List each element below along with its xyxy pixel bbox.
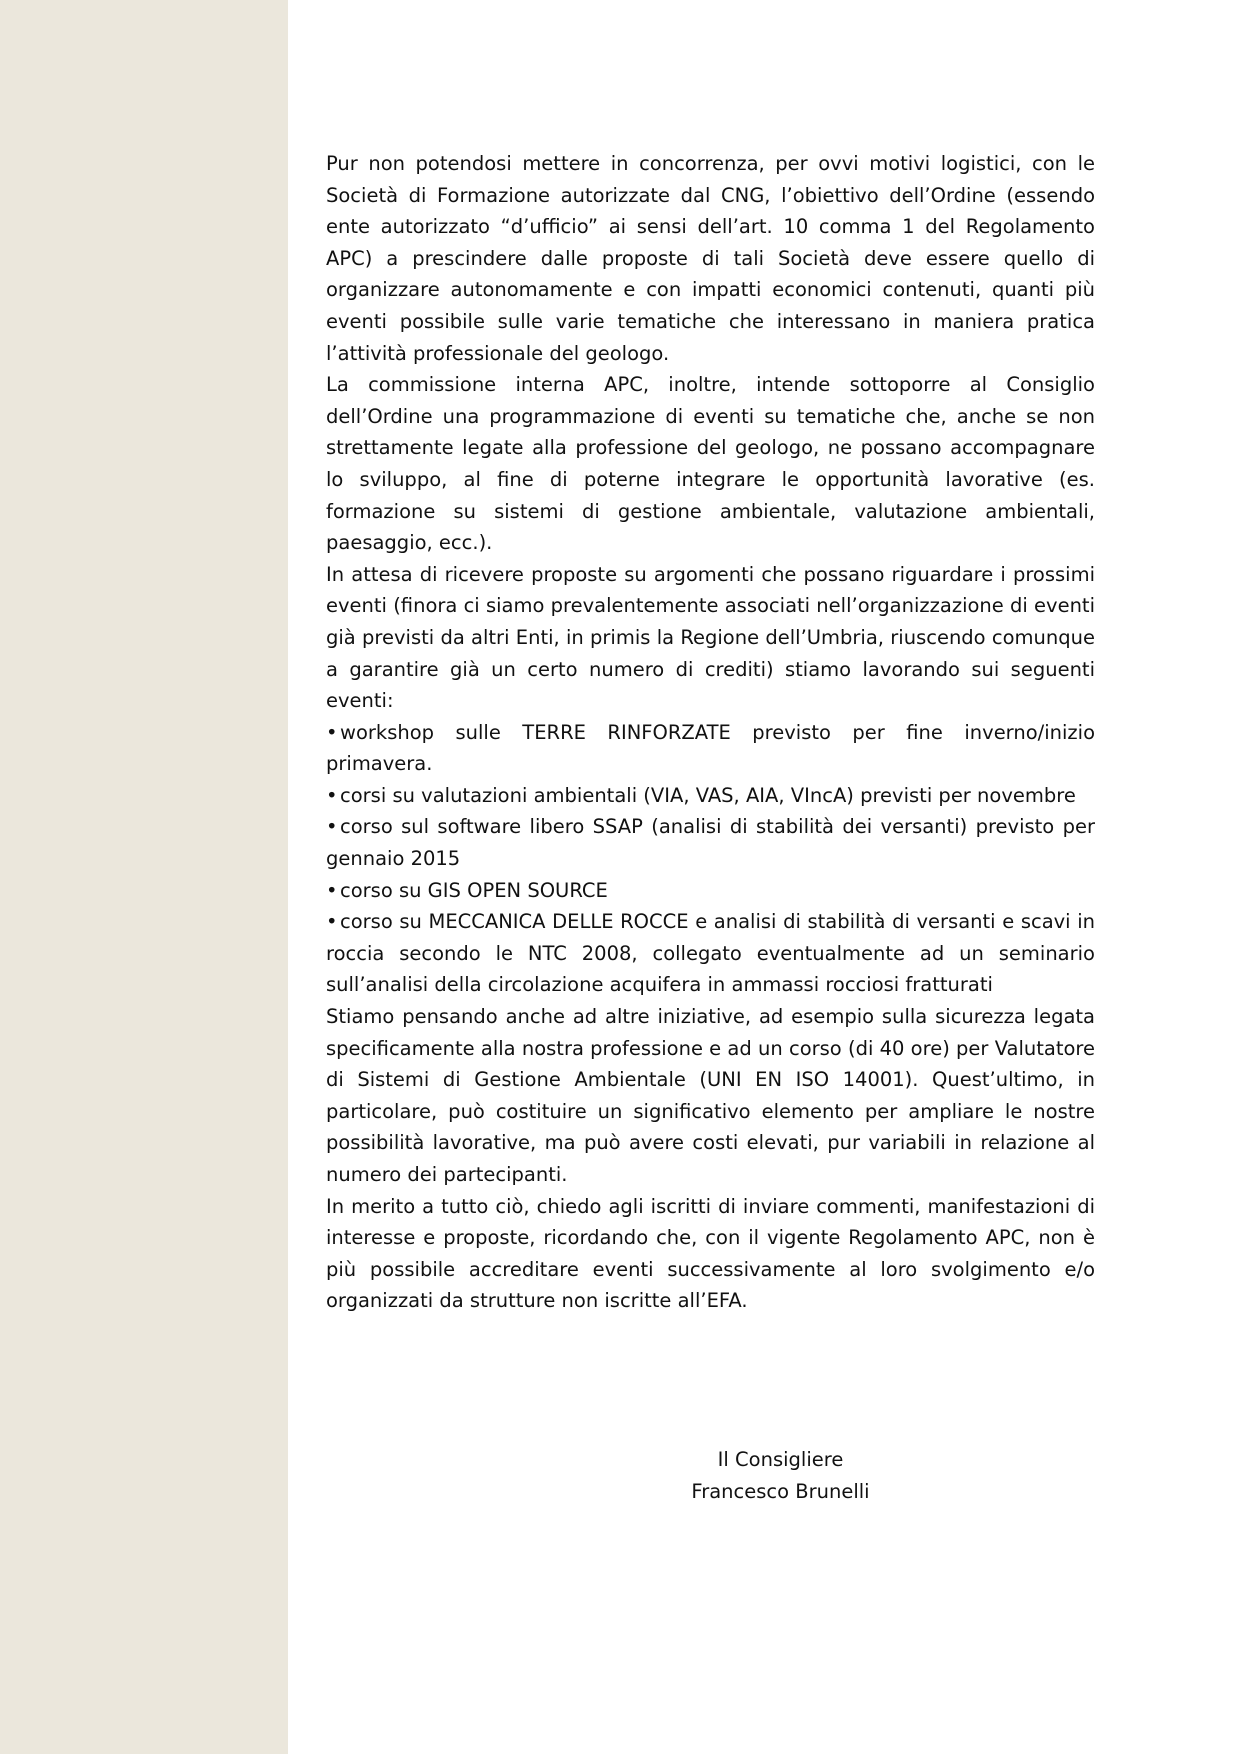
list-item: [326, 717, 1095, 780]
bullet-icon: •: [326, 815, 338, 839]
side-band-decoration: [0, 0, 288, 1754]
list-item-text: corso sul software libero SSAP (analisi di stabilità dei versanti) previsto per gennaio 2015: [326, 815, 1095, 871]
list-item: [326, 906, 1095, 1001]
list-item: [326, 875, 1095, 907]
signature-block: [326, 1444, 1095, 1508]
bullet-icon: •: [326, 910, 338, 934]
bullet-icon: •: [326, 878, 338, 902]
list-item-text: workshop sulle TERRE RINFORZATE previsto per fine inverno/inizio primavera.: [326, 720, 1095, 776]
paragraph-events-intro: In attesa di ricevere proposte su argomenti che possano riguardare i prossimi eventi (finora ci siamo prevalentemente associati nell’organizzazione di eventi già previsti da altri Enti, in primis la Regione dell’Umbria, riuscendo comunque a garantire già un certo numero di crediti) stiamo lavorando sui seguenti eventi:: [326, 562, 1095, 713]
paragraph-request: In merito a tutto ciò, chiedo agli iscritti di inviare commenti, manifestazioni di interesse e proposte, ricordando che, con il vigente Regolamento APC, non è più possibile accreditare eventi successivamente al loro svolgimento e/o organizzati da strutture non iscritte all’EFA.: [326, 1194, 1095, 1313]
list-item: [326, 780, 1095, 812]
list-item-text: corso su GIS OPEN SOURCE: [340, 878, 608, 902]
paragraph-commission: La commissione interna APC, inoltre, intende sottoporre al Consiglio dell’Ordine una programmazione di eventi su tematiche che, anche se non strettamente legate alla professione del geologo, ne possano accompagnare lo sviluppo, al fine di poterne integrare le opportunità lavorative (es. formazione su sistemi di gestione ambientale, valutazione ambientali, paesaggio, ecc.).: [326, 373, 1095, 555]
document-body: [326, 148, 1095, 1317]
signature-name: Francesco Brunelli: [691, 1480, 870, 1503]
list-item-text: corso su MECCANICA DELLE ROCCE e analisi di stabilità di versanti e scavi in roccia secondo le NTC 2008, collegato eventualmente ad un seminario sull’analisi della circolazione acquifera in ammassi rocciosi fratturati: [326, 910, 1095, 997]
signature-role: Il Consigliere: [717, 1448, 844, 1471]
paragraph-intro: Pur non potendosi mettere in concorrenza, per ovvi motivi logistici, con le Società di Formazione autorizzate dal CNG, l’obiettivo dell’Ordine (essendo ente autorizzato “d’ufficio” ai sensi dell’art. 10 comma 1 del Regolamento APC) a prescindere dalle proposte di tali Società deve essere quello di organizzare autonomamente e con impatti economici contenuti, quanti più eventi possibile sulle varie tematiche che interessano in maniera pratica l’attività professionale del geologo.: [326, 152, 1095, 365]
list-item-text: corsi su valutazioni ambientali (VIA, VAS, AIA, VIncA) previsti per novembre: [340, 783, 1076, 807]
events-list: [326, 717, 1095, 1001]
bullet-icon: •: [326, 720, 338, 744]
list-item: [326, 811, 1095, 874]
paragraph-other-initiatives: Stiamo pensando anche ad altre iniziative, ad esempio sulla sicurezza legata specificamente alla nostra professione e ad un corso (di 40 ore) per Valutatore di Sistemi di Gestione Ambientale (UNI EN ISO 14001). Quest’ultimo, in particolare, può costituire un significativo elemento per ampliare le nostre possibilità lavorative, ma può avere costi elevati, pur variabili in relazione al numero dei partecipanti.: [326, 1005, 1095, 1186]
bullet-icon: •: [326, 783, 338, 807]
